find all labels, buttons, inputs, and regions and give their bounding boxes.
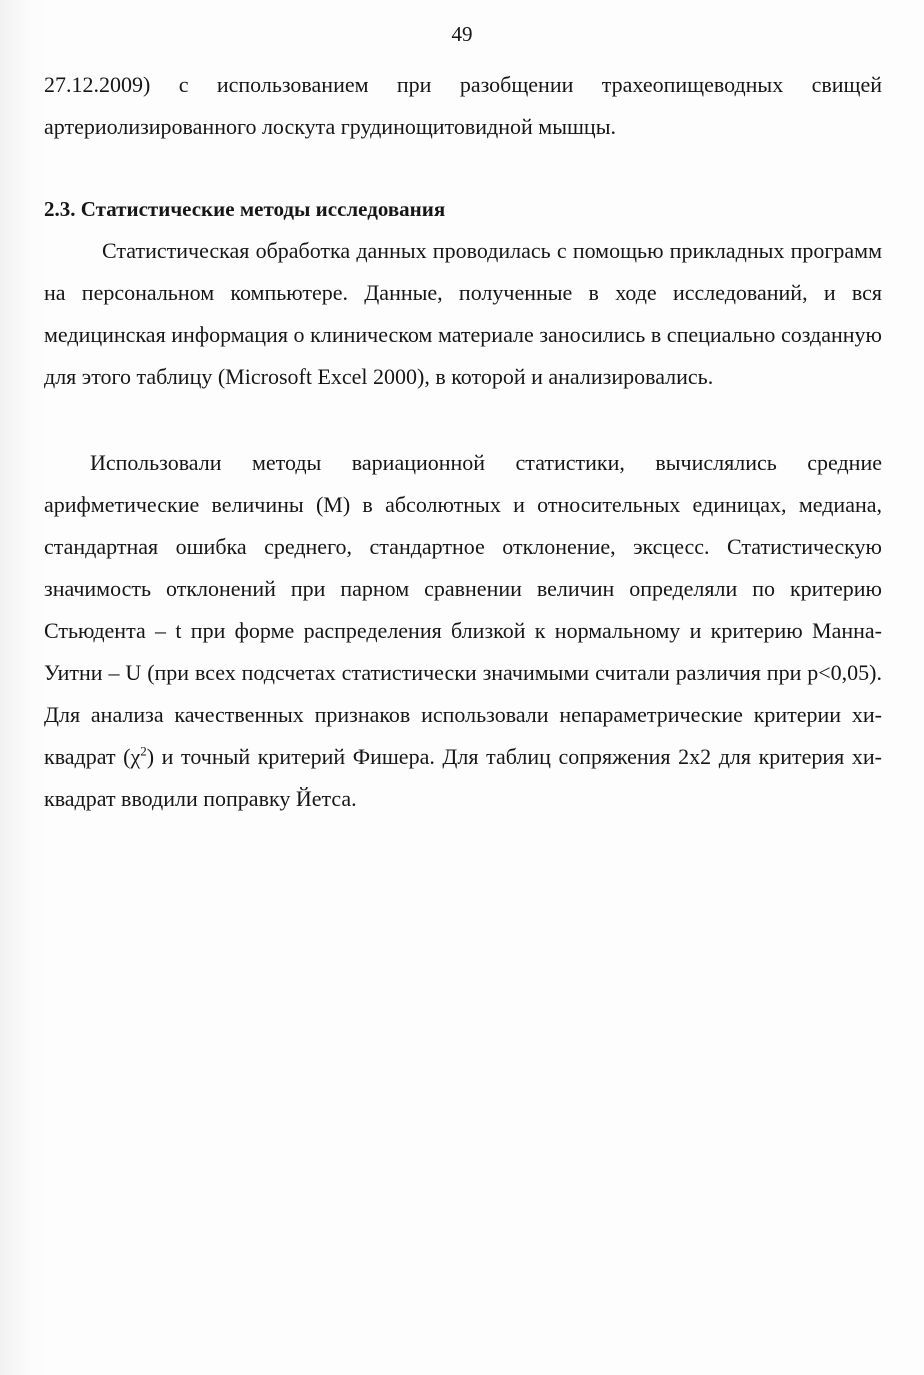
scan-shadow-edge <box>0 0 46 1375</box>
paragraph-text-part2: ) и точный критерий Фишера. Для таблиц сопряжения 2х2 для критерия хи-квадрат вводили поправку Йетса. <box>44 744 882 811</box>
continuation-paragraph: 27.12.2009) с использованием при разобщении трахеопищеводных свищей артериолизированного лоскута грудинощитовидной мышцы. <box>44 72 882 139</box>
paragraph-statistical-processing: Статистическая обработка данных проводилась с помощью прикладных программ на персональном компьютере. Данные, полученные в ходе исследований, и вся медицинская информация о клиническом материале заносились в специально созданную для этого таблицу (Microsoft Excel 2000), в которой и анализировались. <box>44 238 882 389</box>
page-number: 49 <box>451 22 473 46</box>
paragraph-statistical-methods <box>44 442 882 820</box>
section-heading: 2.3. Статистические методы исследования <box>44 197 446 221</box>
paragraph-text-part1: Использовали методы вариационной статистики, вычислялись средние арифметические величины (М) в абсолютных и относительных единицах, медиана, стандартная ошибка среднего, стандартное отклонение, эксцесс. Статистическую значимость отклонений при парном сравнении величин определяли по критерию Стьюдента – t при форме распределения близкой к нормальному и критерию Манна-Уитни – U (при всех подсчетах статистически значимыми считали различия при p<0,05). Для анализа качественных признаков использовали непараметрические критерии хи-квадрат (χ <box>44 450 882 769</box>
chi-square-superscript: 2 <box>140 743 147 759</box>
